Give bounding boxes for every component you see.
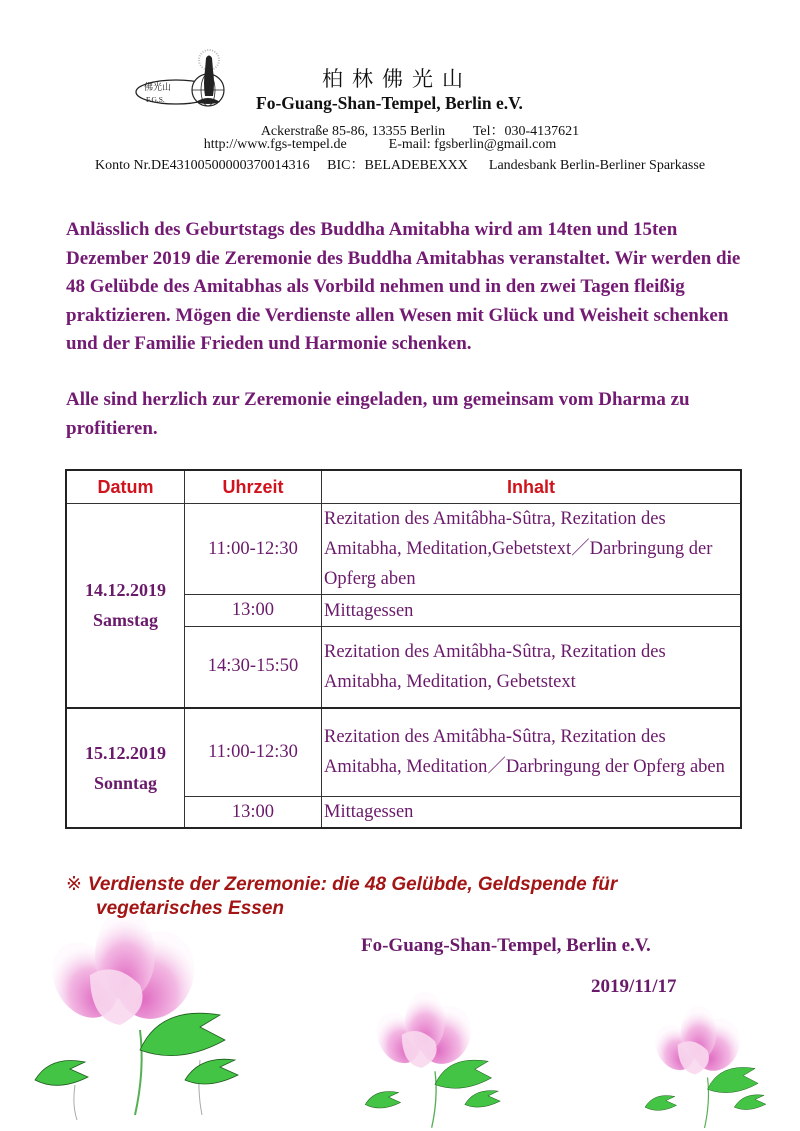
lotus-illustration-left xyxy=(20,900,260,1120)
lotus-flower-icon xyxy=(647,1006,748,1079)
logo-text-en: F.G.S. xyxy=(146,95,165,104)
lotus-illustration-middle xyxy=(350,985,520,1131)
lotus-flower-icon xyxy=(368,992,480,1073)
logo-text-cn: 佛光山 xyxy=(144,83,172,93)
document-date: 2019/11/17 xyxy=(591,976,677,997)
schedule-table xyxy=(65,469,742,829)
invitation-paragraph: Alle sind herzlich zur Zeremonie eingeladen, um gemeinsam vom Dharma zu profitieren. xyxy=(66,389,690,439)
title-english: Fo-Guang-Shan-Tempel, Berlin e.V. xyxy=(256,93,523,113)
session-content: Mittagessen xyxy=(322,595,742,627)
table-row xyxy=(66,708,741,797)
title-chinese: 柏林佛光山 xyxy=(322,67,472,91)
session-content: Rezitation des Amitâbha-Sûtra, Rezitation des Amitabha, Meditation,Gebetstext／Darbringung der Opferg aben xyxy=(322,504,742,595)
session-time: 11:00-12:30 xyxy=(185,708,322,797)
note-line-1: Verdienste der Zeremonie: die 48 Gelübde, Geldspende für xyxy=(87,874,618,895)
table-row xyxy=(66,504,741,595)
signature: Fo-Guang-Shan-Tempel, Berlin e.V. xyxy=(361,935,651,956)
address-line: Ackerstraße 85-86, 13355 Berlin Tel：030-4137621 xyxy=(260,124,580,139)
header-uhrzeit: Uhrzeit xyxy=(185,470,322,504)
lotus-leaf-icon xyxy=(645,1067,766,1110)
session-content: Rezitation des Amitâbha-Sûtra, Rezitation des Amitabha, Meditation, Gebetstext xyxy=(322,627,742,708)
intro-paragraph: Anlässlich des Geburtstags des Buddha Amitabha wird am 14ten und 15ten Dezember 2019 die Zeremonie des Buddha Amitabhas veranstaltet. Wir werden die 48 Gelübde des Amitabhas als Vorbild nehmen und in den zwei Tagen fleißig praktizieren. Mögen die Verdienste allen Wesen mit Glück und Weisheit schenken und der Familie Frieden und Harmonie schenken. xyxy=(66,219,741,354)
session-time: 13:00 xyxy=(185,797,322,829)
web-email-line: http://www.fgs-tempel.de E-mail: fgsberlin@gmail.com xyxy=(203,137,557,152)
reference-mark-icon: ※ xyxy=(66,874,82,895)
session-content: Rezitation des Amitâbha-Sûtra, Rezitation des Amitabha, Meditation／Darbringung der Opferg aben xyxy=(322,708,742,797)
table-header-row xyxy=(66,470,741,504)
session-time: 13:00 xyxy=(185,595,322,627)
fgs-logo xyxy=(134,48,234,110)
day-weekday: Samstag xyxy=(92,610,158,631)
session-time: 14:30-15:50 xyxy=(185,627,322,708)
day-weekday: Sonntag xyxy=(93,772,158,793)
bank-line: Konto Nr.DE43100500000370014316 BIC：BELADEBEXXX Landesbank Berlin-Berliner Sparkasse xyxy=(94,158,706,173)
lotus-leaf-icon xyxy=(365,1060,500,1108)
lotus-leaf-icon xyxy=(35,1013,238,1085)
merit-note xyxy=(66,873,746,921)
session-content: Mittagessen xyxy=(322,797,742,829)
day-date: 14.12.2019 xyxy=(85,580,166,601)
lotus-illustration-right xyxy=(625,1000,790,1131)
day-cell xyxy=(66,504,185,708)
day-date: 15.12.2019 xyxy=(85,742,166,763)
header-datum: Datum xyxy=(66,470,185,504)
session-time: 11:00-12:30 xyxy=(185,504,322,595)
lotus-flower-icon xyxy=(39,910,208,1032)
note-line-2: vegetarisches Essen xyxy=(96,898,285,919)
header-inhalt: Inhalt xyxy=(322,470,742,504)
day-cell xyxy=(66,708,185,829)
